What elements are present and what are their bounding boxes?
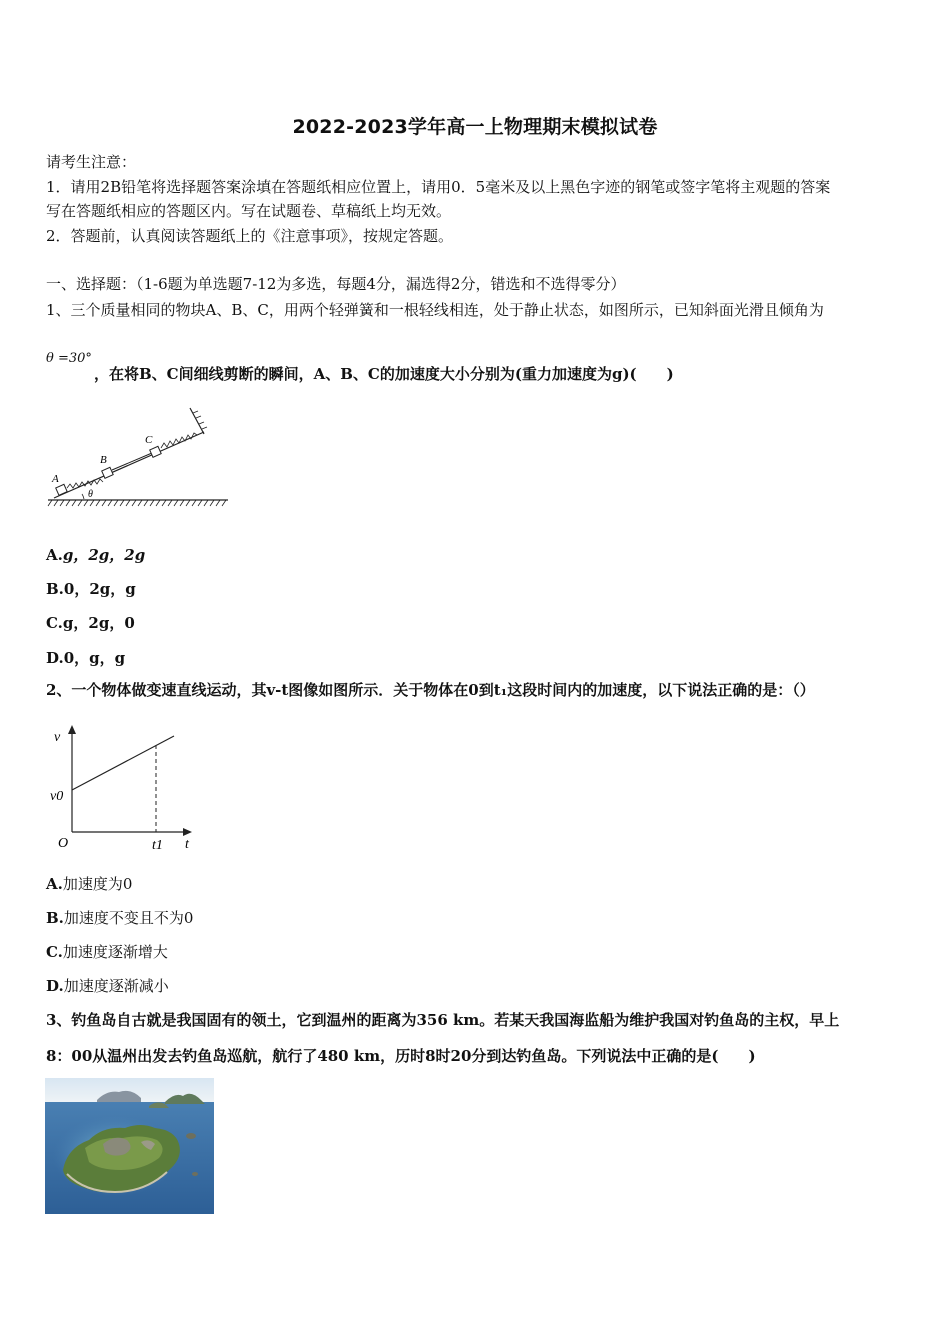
page-title: 2022-2023学年高一上物理期末模拟试卷	[292, 116, 658, 138]
q1-option-d	[46, 647, 125, 668]
q1-label-b: B	[100, 454, 107, 466]
q2-x-axis-label: t	[185, 837, 189, 852]
q2-option-d-text: 加速度逐渐减小	[63, 977, 169, 995]
q3-stem-line-2: 8：00从温州出发去钓鱼岛巡航，航行了480 km，历时8时20分到达钓鱼岛。下列说法中正确的是( )	[46, 1047, 756, 1065]
q1-option-a-label: A.	[46, 546, 63, 564]
q1-stem-line-1: 1、三个质量相同的物块A、B、C，用两个轻弹簧和一根轻线相连，处于静止状态，如图所示，已知斜面光滑且倾角为	[46, 301, 824, 319]
q1-option-c-label: C.	[46, 614, 63, 632]
q2-option-c	[46, 941, 168, 962]
q3-island-photo	[45, 1078, 214, 1214]
q2-option-d-label: D.	[46, 977, 64, 995]
q2-vt-graph	[46, 722, 206, 857]
q2-t1-label: t1	[152, 838, 163, 853]
q3-stem-line-1: 3、钓鱼岛自古就是我国固有的领土，它到温州的距离为356 km。若某天我国海监船为维护我国对钓鱼岛的主权，早上	[46, 1011, 840, 1029]
q1-stem-line-2: ，在将B、C间细线剪断的瞬间，A、B、C的加速度大小分别为(重力加速度为g)( )	[94, 365, 674, 383]
q1-option-d-label: D.	[46, 649, 64, 667]
q2-option-c-text: 加速度逐渐增大	[62, 943, 168, 961]
q2-v0-label: v0	[50, 789, 64, 804]
q1-label-a: A	[52, 473, 59, 485]
q2-origin-label: O	[58, 836, 69, 851]
q1-incline-figure	[44, 402, 234, 512]
q2-option-b	[46, 907, 193, 928]
q2-option-c-label: C.	[46, 943, 63, 961]
section-heading: 一、选择题：（1-6题为单选题7-12为多选，每题4分，漏选得2分，错选和不选得零分）	[46, 275, 626, 293]
notice-heading: 请考生注意：	[46, 153, 137, 171]
q1-option-a	[46, 544, 145, 565]
q2-stem: 2、一个物体做变速直线运动，其v-t图像如图所示．关于物体在0到t₁这段时间内的加速度，以下说法正确的是：（）	[46, 681, 815, 699]
q1-option-c-text: g，2g，0	[62, 614, 135, 632]
q2-option-b-label: B.	[46, 909, 64, 927]
q1-label-theta: θ	[88, 489, 93, 500]
q1-option-b-label: B.	[46, 580, 64, 598]
q2-y-axis-label: v	[54, 730, 61, 745]
notice-item-1-line-1: 1．请用2B铅笔将选择题答案涂填在答题纸相应位置上，请用0．5毫米及以上黑色字迹的钢笔或签字笔将主观题的答案	[46, 178, 831, 196]
q1-option-a-text: g，2g，2g	[62, 546, 146, 564]
q2-option-a-text: 加速度为0	[62, 875, 133, 893]
q2-option-b-text: 加速度不变且不为0	[63, 909, 194, 927]
q1-option-b	[46, 578, 136, 599]
q1-label-c: C	[145, 434, 153, 446]
q2-option-a-label: A.	[46, 875, 63, 893]
notice-item-1-line-2: 写在答题纸相应的答题区内。写在试题卷、草稿纸上均无效。	[46, 202, 452, 220]
q1-option-b-text: 0，2g，g	[63, 580, 136, 598]
notice-item-2: 2．答题前，认真阅读答题纸上的《注意事项》，按规定答题。	[46, 227, 454, 245]
q1-option-d-text: 0，g，g	[63, 649, 126, 667]
q1-theta-formula: θ =30°	[46, 351, 92, 366]
q2-option-a	[46, 873, 132, 894]
q1-option-c	[46, 612, 135, 633]
q2-option-d	[46, 975, 169, 996]
